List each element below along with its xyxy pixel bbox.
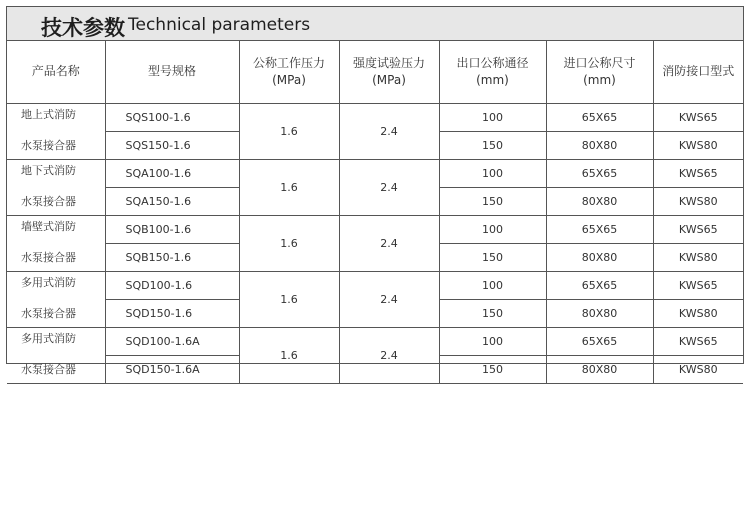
inlet-cell: 80X80 [546, 300, 653, 328]
test-pressure-cell: 2.4 [339, 328, 439, 384]
product-name-cell: 多用式消防 水泵接合器 [7, 272, 105, 328]
product-name-cell: 墙壁式消防 水泵接合器 [7, 216, 105, 272]
header-outlet-diameter: 出口公称通径 (mm) [439, 40, 546, 104]
outlet-cell: 150 [439, 356, 546, 384]
interface-cell: KWS80 [653, 356, 743, 384]
parameters-table [7, 40, 743, 384]
model-cell: SQB100-1.6 [105, 216, 239, 244]
nominal-pressure-cell: 1.6 [239, 216, 339, 272]
header-inlet-size: 进口公称尺寸 (mm) [546, 40, 653, 104]
product-name-cell: 地下式消防 水泵接合器 [7, 160, 105, 216]
title-chinese: 技术参数 [41, 16, 125, 40]
header-nominal-pressure: 公称工作压力 (MPa) [239, 40, 339, 104]
nominal-pressure-cell: 1.6 [239, 104, 339, 160]
outlet-cell: 100 [439, 160, 546, 188]
nominal-pressure-cell: 1.6 [239, 328, 339, 384]
outlet-cell: 100 [439, 104, 546, 132]
title-english: Technical parameters [128, 15, 311, 35]
header-product-name: 产品名称 [7, 40, 105, 104]
inlet-cell: 80X80 [546, 244, 653, 272]
table-row [7, 216, 743, 244]
test-pressure-cell: 2.4 [339, 160, 439, 216]
header-interface-type: 消防接口型式 [653, 40, 743, 104]
outlet-cell: 100 [439, 328, 546, 356]
inlet-cell: 65X65 [546, 272, 653, 300]
inlet-cell: 80X80 [546, 132, 653, 160]
model-cell: SQB150-1.6 [105, 244, 239, 272]
interface-cell: KWS65 [653, 104, 743, 132]
model-cell: SQS100-1.6 [105, 104, 239, 132]
outlet-cell: 150 [439, 188, 546, 216]
outlet-cell: 150 [439, 132, 546, 160]
product-name-cell: 地上式消防 水泵接合器 [7, 104, 105, 160]
model-cell: SQA100-1.6 [105, 160, 239, 188]
inlet-cell: 80X80 [546, 188, 653, 216]
inlet-cell: 65X65 [546, 104, 653, 132]
test-pressure-cell: 2.4 [339, 272, 439, 328]
interface-cell: KWS80 [653, 132, 743, 160]
title-bar [7, 7, 743, 41]
inlet-cell: 65X65 [546, 160, 653, 188]
nominal-pressure-cell: 1.6 [239, 272, 339, 328]
header-row [7, 40, 743, 104]
header-model: 型号规格 [105, 40, 239, 104]
header-test-pressure: 强度试验压力 (MPa) [339, 40, 439, 104]
interface-cell: KWS80 [653, 300, 743, 328]
inlet-cell: 65X65 [546, 328, 653, 356]
table-row [7, 272, 743, 300]
interface-cell: KWS65 [653, 160, 743, 188]
product-name-cell: 多用式消防 水泵接合器 [7, 328, 105, 384]
model-cell: SQD100-1.6A [105, 328, 239, 356]
interface-cell: KWS80 [653, 244, 743, 272]
outlet-cell: 150 [439, 300, 546, 328]
outlet-cell: 100 [439, 216, 546, 244]
model-cell: SQA150-1.6 [105, 188, 239, 216]
interface-cell: KWS65 [653, 272, 743, 300]
interface-cell: KWS65 [653, 328, 743, 356]
outlet-cell: 100 [439, 272, 546, 300]
test-pressure-cell: 2.4 [339, 216, 439, 272]
nominal-pressure-cell: 1.6 [239, 160, 339, 216]
inlet-cell: 80X80 [546, 356, 653, 384]
test-pressure-cell: 2.4 [339, 104, 439, 160]
model-cell: SQD150-1.6 [105, 300, 239, 328]
model-cell: SQS150-1.6 [105, 132, 239, 160]
technical-parameters-panel [6, 6, 744, 376]
interface-cell: KWS80 [653, 188, 743, 216]
interface-cell: KWS65 [653, 216, 743, 244]
table-row [7, 328, 743, 356]
model-cell: SQD150-1.6A [105, 356, 239, 384]
inlet-cell: 65X65 [546, 216, 653, 244]
model-cell: SQD100-1.6 [105, 272, 239, 300]
table-row [7, 104, 743, 132]
outlet-cell: 150 [439, 244, 546, 272]
table-row [7, 160, 743, 188]
